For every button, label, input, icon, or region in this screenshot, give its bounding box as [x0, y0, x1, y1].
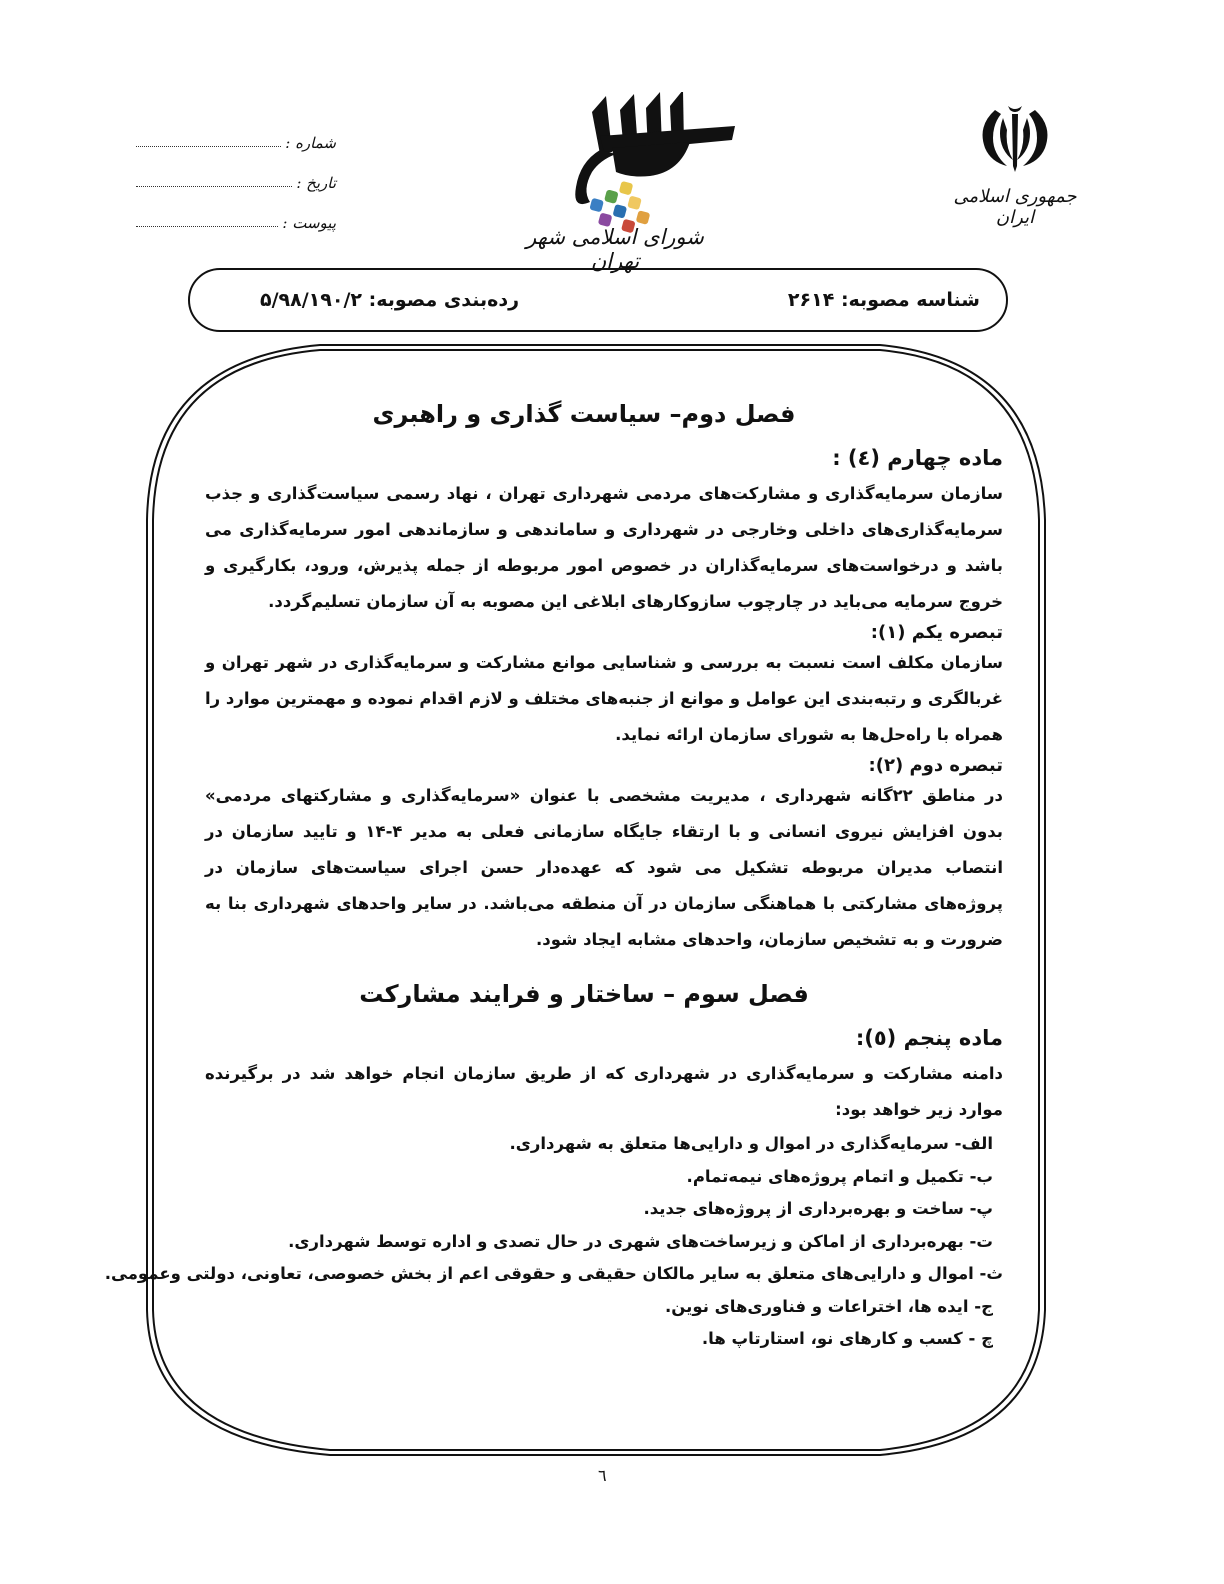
article-5-list [104, 1128, 1003, 1356]
article-5-title: ماده پنجم (٥): [855, 1026, 1003, 1050]
resolution-id-value: ۲۶۱۴ [787, 289, 835, 311]
list-item: ب- تکمیل و اتمام پروژه‌های نیمه‌تمام. [686, 1166, 993, 1186]
letter-date-field [136, 152, 336, 192]
letter-date-blank [136, 185, 292, 187]
letter-number-blank [136, 145, 281, 147]
note-1-title: تبصره یکم (۱): [870, 622, 1003, 643]
chapter-2-title: فصل دوم– سیاست گذاری و راهبری [372, 400, 796, 428]
list-item: ت- بهره‌برداری از اماکن و زیرساخت‌های شهری در حال تصدی و اداره توسط شهرداری. [288, 1231, 993, 1251]
letter-attachment-blank [136, 225, 278, 227]
list-item: ج- ایده ها، اختراعات و فناوری‌های نوین. [665, 1296, 993, 1316]
letter-number-label: شماره : [285, 134, 336, 152]
resolution-header-box [188, 268, 1008, 332]
document-body [104, 392, 1004, 1356]
resolution-id-label: شناسه مصوبه: [840, 289, 980, 311]
list-item: الف- سرمایه‌گذاری در اموال و دارایی‌ها متعلق به شهرداری. [509, 1134, 993, 1153]
article-4-title: ماده چهارم (٤) : [832, 446, 1003, 470]
list-item: چ - کسب و کارهای نو، استارتاپ ها. [701, 1329, 993, 1348]
page-number: ٦ [598, 1466, 607, 1485]
letter-meta-fields [136, 112, 336, 232]
letter-date-label: تاریخ : [296, 174, 336, 192]
letter-attachment-field [136, 192, 336, 232]
article-4-text: سازمان سرمایه‌گذاری و مشارکت‌های مردمی شهرداری تهران ، نهاد رسمی سیاست‌گذاری و جذب سرمایه‌گذاری‌های داخلی وخارجی در شهرداری و ساماندهی و سازماندهی امور سرمایه‌گذاری می باشد و درخواست‌های سرمایه‌گذاران در خصوص امور مربوطه از جمله پذیرش، ورود، بکارگیری و خروج سرمایه می‌باید در چارچوب سازوکارهای ابلاغی این مصوبه به آن سازمان تسلیم‌گردد. [205, 484, 1003, 611]
country-name: جمهوری اسلامی ایران [953, 186, 1077, 228]
classification-value: ۵/۹۸/۱۹۰/۲ [260, 289, 362, 311]
letter-number-field [136, 112, 336, 152]
list-item: پ- ساخت و بهره‌برداری از پروژه‌های جدید. [643, 1199, 993, 1218]
letter-attachment-label: پیوست : [282, 214, 336, 232]
chapter-3-title: فصل سوم – ساختار و فرایند مشارکت [359, 980, 809, 1008]
classification-label: رده‌بندی مصوبه: [368, 289, 520, 311]
council-name: شورای اسلامی شهر تهران [526, 225, 704, 273]
resolution-id [788, 289, 980, 311]
list-item: ث- اموال و دارایی‌های متعلق به سایر مالکان حقیقی و حقوقی اعم از بخش خصوصی، تعاونی، دولتی وعمومی. [104, 1264, 1003, 1283]
article-5-text: دامنه مشارکت و سرمایه‌گذاری در شهرداری که از طریق سازمان انجام خواهد شد در برگیرنده موارد زیر خواهد بود: [205, 1064, 1003, 1119]
note-2-text: در مناطق ۲۲گانه شهرداری ، مدیریت مشخصی با عنوان «سرمایه‌گذاری و مشارکتهای مردمی» بدون افزایش نیروی انسانی و با ارتقاء جایگاه سازمانی فعلی به مدیر ۴-۱۴ و تایید سازمان در انتصاب مدیران مربوطه تشکیل می شود که عهده‌دار حسن اجرای سیاست‌های سازمان در پروژه‌های مشارکتی با هماهنگی سازمان در آن منطقه می‌باشد. در سایر واحدهای شهرداری بنا به ضرورت و به تشخیص سازمان، واحدهای مشابه ایجاد شود. [205, 786, 1004, 949]
resolution-classification [260, 289, 519, 311]
note-1-text: سازمان مکلف است نسبت به بررسی و شناسایی موانع مشارکت و سرمایه‌گذاری در شهر تهران و غربالگری و رتبه‌بندی این عوامل و موانع از جنبه‌های مختلف و لازم اقدام نموده و مهمترین موارد را همراه با راه‌حل‌ها به شورای سازمان ارائه نماید. [205, 653, 1003, 744]
iran-emblem-icon [975, 104, 1055, 174]
note-2-title: تبصره دوم (۲): [868, 755, 1003, 776]
